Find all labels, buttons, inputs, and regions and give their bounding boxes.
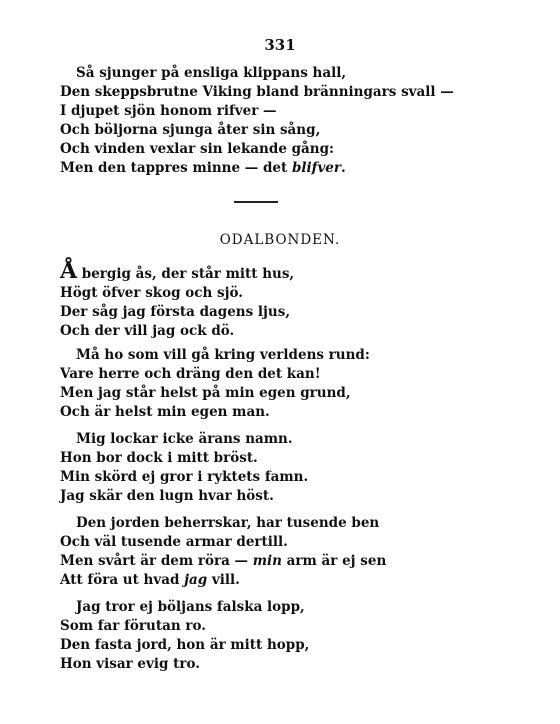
poem-title: ODALBONDEN. [219,232,341,248]
poem2-stanza2 [60,346,530,422]
poem-line: Och vinden vexlar sin lekande gång: [60,141,335,157]
poem-line: Men jag står helst på min egen grund, [60,385,351,401]
poem2-stanza4 [60,514,530,590]
text-run: arm är ej sen [281,553,387,569]
poem2-stanza5 [60,598,530,674]
poem-line: Den fasta jord, hon är mitt hopp, [60,637,310,653]
poem-line [60,552,530,571]
section-divider [234,201,278,203]
poem-line: Jag skär den lugn hvar höst. [60,488,274,504]
poem-line: Mig lockar icke ärans namn. [76,431,293,447]
poem2-stanza1 [60,258,530,341]
page-number: 331 [264,36,296,54]
poem-line: Hon bor dock i mitt bröst. [60,450,258,466]
poem-line: I djupet sjön honom rifver — [60,103,277,119]
poem-line: Vare herre och dräng den det kan! [60,366,321,382]
poem-line: Som far förutan ro. [60,618,206,634]
text-run: Men svårt är dem röra — [60,553,253,569]
poem-line: Högt öfver skog och sjö. [60,285,243,301]
italic-word: blifver [291,160,342,176]
text-run: . [341,160,346,176]
poem-line [60,258,530,284]
poem-line: Min skörd ej gror i ryktets famn. [60,469,309,485]
drop-cap: Å [60,258,78,284]
poem-line [60,159,530,178]
poem-line: Der såg jag första dagens ljus, [60,304,291,320]
italic-word: jag [184,572,208,588]
poem-line: Den jorden beherrskar, har tusende ben [76,515,380,531]
poem-line: Och är helst min egen man. [60,404,270,420]
poem-line: Jag tror ej böljans falska lopp, [76,599,305,615]
text-run: Att föra ut hvad [60,572,185,588]
text-run: bergig ås, der står mitt hus, [77,266,295,282]
poem-line [60,571,530,590]
poem-line: Må ho som vill gå kring verldens rund: [76,347,370,363]
poem1-stanza1 [60,64,530,178]
poem-line: Den skeppsbrutne Viking bland bränningars svall — [60,84,454,100]
text-run: vill. [207,572,240,588]
poem-line: Hon visar evig tro. [60,656,200,672]
italic-word: min [252,553,282,569]
text-run: Men den tappres minne — det [60,160,292,176]
poem2-stanza3 [60,430,530,506]
poem-line: Och der vill jag ock dö. [60,323,235,339]
poem-line: Och böljorna sjunga åter sin sång, [60,122,321,138]
poem-line: Och väl tusende armar dertill. [60,534,288,550]
poem-line: Så sjunger på ensliga klippans hall, [76,65,347,81]
